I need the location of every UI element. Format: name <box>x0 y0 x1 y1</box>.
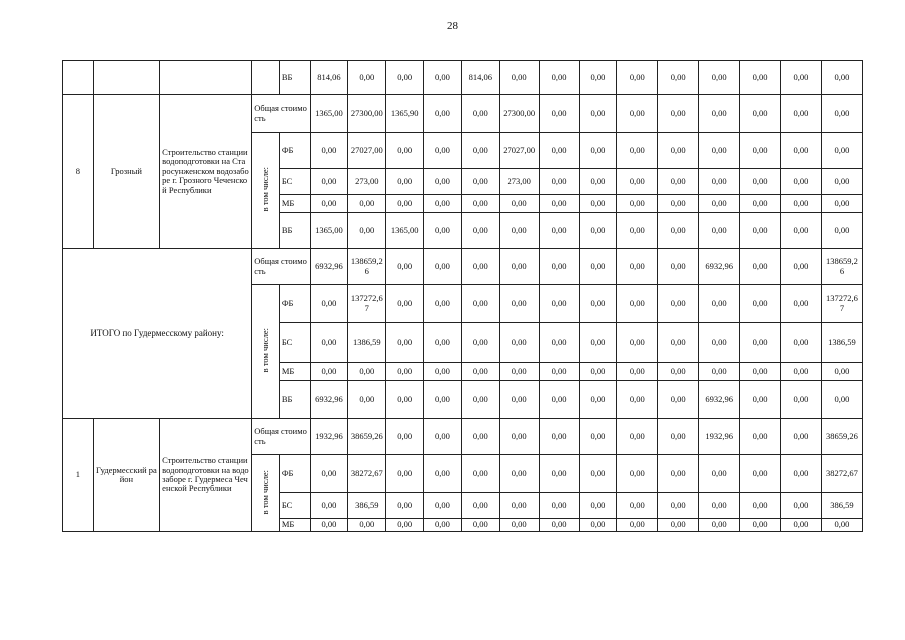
value-cell: 0,00 <box>617 213 658 249</box>
value-cell: 138659,26 <box>348 249 386 285</box>
value-cell: 0,00 <box>386 323 424 363</box>
value-cell: 0,00 <box>781 455 822 493</box>
value-cell: 0,00 <box>461 419 499 455</box>
value-cell: 0,00 <box>579 323 617 363</box>
funding-type-bs: БС <box>279 323 310 363</box>
value-cell: 0,00 <box>617 381 658 419</box>
value-cell: 0,00 <box>386 493 424 519</box>
value-cell: 27300,00 <box>348 95 386 133</box>
value-cell: 0,00 <box>539 95 579 133</box>
value-cell: 0,00 <box>499 419 539 455</box>
value-cell: 0,00 <box>579 95 617 133</box>
value-cell: 0,00 <box>461 285 499 323</box>
value-cell: 0,00 <box>348 195 386 213</box>
value-cell: 0,00 <box>310 195 348 213</box>
value-cell: 0,00 <box>699 363 740 381</box>
value-cell: 0,00 <box>461 519 499 532</box>
item-district: Грозный <box>93 95 159 249</box>
value-cell: 6932,96 <box>699 249 740 285</box>
value-cell: 0,00 <box>658 195 699 213</box>
value-cell: 0,00 <box>658 323 699 363</box>
value-cell: 0,00 <box>579 133 617 169</box>
value-cell: 0,00 <box>740 519 781 532</box>
table-row <box>63 249 863 285</box>
funding-type-bs: БС <box>279 493 310 519</box>
funding-type-fb: ФБ <box>279 285 310 323</box>
value-cell: 0,00 <box>781 323 822 363</box>
value-cell: 0,00 <box>617 493 658 519</box>
value-cell: 0,00 <box>579 61 617 95</box>
table-row <box>63 61 863 95</box>
value-cell: 0,00 <box>781 285 822 323</box>
value-cell: 0,00 <box>499 61 539 95</box>
funding-type-vb: ВБ <box>279 381 310 419</box>
value-cell: 0,00 <box>699 61 740 95</box>
value-cell: 0,00 <box>658 249 699 285</box>
value-cell: 0,00 <box>424 419 462 455</box>
value-cell: 137272,67 <box>348 285 386 323</box>
value-cell: 0,00 <box>579 285 617 323</box>
value-cell: 0,00 <box>348 213 386 249</box>
value-cell: 0,00 <box>699 455 740 493</box>
value-cell: 0,00 <box>424 285 462 323</box>
value-cell: 1365,00 <box>310 95 348 133</box>
value-cell: 0,00 <box>499 455 539 493</box>
value-cell: 273,00 <box>499 169 539 195</box>
value-cell: 0,00 <box>424 249 462 285</box>
table-row <box>63 419 863 455</box>
funding-type-mb: МБ <box>279 363 310 381</box>
value-cell: 0,00 <box>617 95 658 133</box>
value-cell: 0,00 <box>658 381 699 419</box>
value-cell: 0,00 <box>658 95 699 133</box>
value-cell: 0,00 <box>579 363 617 381</box>
value-cell: 0,00 <box>461 195 499 213</box>
table-row <box>63 95 863 133</box>
value-cell: 0,00 <box>386 455 424 493</box>
value-cell: 0,00 <box>821 381 862 419</box>
value-cell: 0,00 <box>386 169 424 195</box>
value-cell: 0,00 <box>310 169 348 195</box>
value-cell: 1932,96 <box>310 419 348 455</box>
value-cell: 0,00 <box>386 519 424 532</box>
value-cell: 0,00 <box>461 455 499 493</box>
value-cell: 38272,67 <box>348 455 386 493</box>
value-cell: 0,00 <box>781 493 822 519</box>
value-cell: 0,00 <box>424 363 462 381</box>
value-cell: 0,00 <box>461 133 499 169</box>
value-cell: 0,00 <box>386 381 424 419</box>
value-cell: 27027,00 <box>348 133 386 169</box>
value-cell: 6932,96 <box>699 381 740 419</box>
total-cost-label: Общая стоимость <box>252 249 310 285</box>
value-cell: 0,00 <box>539 381 579 419</box>
funding-type-mb: МБ <box>279 195 310 213</box>
value-cell: 0,00 <box>348 363 386 381</box>
value-cell: 0,00 <box>499 213 539 249</box>
value-cell: 0,00 <box>424 133 462 169</box>
value-cell: 0,00 <box>348 381 386 419</box>
value-cell: 38659,26 <box>348 419 386 455</box>
value-cell: 0,00 <box>539 285 579 323</box>
value-cell: 0,00 <box>499 493 539 519</box>
value-cell: 0,00 <box>386 285 424 323</box>
value-cell: 0,00 <box>617 285 658 323</box>
value-cell: 0,00 <box>539 519 579 532</box>
value-cell: 0,00 <box>499 519 539 532</box>
value-cell: 0,00 <box>617 519 658 532</box>
funding-type-vb: ВБ <box>279 213 310 249</box>
funding-type-vb: ВБ <box>279 61 310 95</box>
value-cell: 0,00 <box>699 323 740 363</box>
value-cell: 0,00 <box>539 61 579 95</box>
value-cell: 0,00 <box>386 133 424 169</box>
value-cell: 0,00 <box>386 61 424 95</box>
value-cell: 0,00 <box>740 323 781 363</box>
value-cell: 0,00 <box>617 169 658 195</box>
district-total-label: ИТОГО по Гудермесскому району: <box>63 249 252 419</box>
value-cell: 0,00 <box>386 195 424 213</box>
value-cell: 1365,90 <box>386 95 424 133</box>
value-cell: 0,00 <box>740 133 781 169</box>
value-cell: 0,00 <box>310 363 348 381</box>
including-label: в том числе: <box>252 285 280 419</box>
value-cell: 0,00 <box>617 61 658 95</box>
value-cell: 0,00 <box>539 133 579 169</box>
value-cell: 0,00 <box>740 493 781 519</box>
item-project: Строительство станции водоподготовки на водозаборе г. Гудермеса Чеченской Республики <box>160 419 252 532</box>
value-cell: 0,00 <box>699 213 740 249</box>
cell-number <box>63 61 94 95</box>
value-cell: 27300,00 <box>499 95 539 133</box>
value-cell: 0,00 <box>658 455 699 493</box>
value-cell: 0,00 <box>821 61 862 95</box>
value-cell: 0,00 <box>539 323 579 363</box>
value-cell: 0,00 <box>821 133 862 169</box>
value-cell: 0,00 <box>310 133 348 169</box>
value-cell: 0,00 <box>658 61 699 95</box>
value-cell: 0,00 <box>617 133 658 169</box>
value-cell: 0,00 <box>821 169 862 195</box>
value-cell: 138659,26 <box>821 249 862 285</box>
value-cell: 0,00 <box>579 169 617 195</box>
page-number: 28 <box>447 20 458 32</box>
value-cell: 0,00 <box>310 519 348 532</box>
item-district: Гудермесский район <box>93 419 159 532</box>
value-cell: 6932,96 <box>310 381 348 419</box>
value-cell: 1386,59 <box>821 323 862 363</box>
value-cell: 814,06 <box>310 61 348 95</box>
value-cell: 0,00 <box>781 381 822 419</box>
value-cell: 0,00 <box>499 195 539 213</box>
value-cell: 0,00 <box>499 323 539 363</box>
value-cell: 0,00 <box>821 213 862 249</box>
value-cell: 0,00 <box>821 363 862 381</box>
value-cell: 0,00 <box>740 381 781 419</box>
value-cell: 0,00 <box>699 195 740 213</box>
value-cell: 0,00 <box>499 381 539 419</box>
cell-project <box>160 61 252 95</box>
value-cell: 0,00 <box>821 95 862 133</box>
value-cell: 38659,26 <box>821 419 862 455</box>
budget-table <box>62 60 863 532</box>
value-cell: 0,00 <box>781 519 822 532</box>
total-cost-label: Общая стоимость <box>252 95 310 133</box>
value-cell: 0,00 <box>699 285 740 323</box>
value-cell: 0,00 <box>461 323 499 363</box>
value-cell: 0,00 <box>781 195 822 213</box>
value-cell: 0,00 <box>424 455 462 493</box>
value-cell: 273,00 <box>348 169 386 195</box>
value-cell: 0,00 <box>539 169 579 195</box>
value-cell: 0,00 <box>740 95 781 133</box>
value-cell: 0,00 <box>781 133 822 169</box>
item-number: 8 <box>63 95 94 249</box>
value-cell: 0,00 <box>424 381 462 419</box>
value-cell: 1386,59 <box>348 323 386 363</box>
item-project: Строительство станции водоподготовки на Старосунженском водозаборе г. Грозного Чеченской Республики <box>160 95 252 249</box>
value-cell: 0,00 <box>424 169 462 195</box>
value-cell: 0,00 <box>699 519 740 532</box>
value-cell: 0,00 <box>740 455 781 493</box>
value-cell: 0,00 <box>781 419 822 455</box>
value-cell: 0,00 <box>781 61 822 95</box>
funding-type-mb: МБ <box>279 519 310 532</box>
value-cell: 1932,96 <box>699 419 740 455</box>
value-cell: 0,00 <box>579 519 617 532</box>
value-cell: 0,00 <box>658 169 699 195</box>
value-cell: 0,00 <box>461 249 499 285</box>
value-cell: 0,00 <box>658 213 699 249</box>
value-cell: 0,00 <box>658 419 699 455</box>
value-cell: 0,00 <box>579 195 617 213</box>
value-cell: 0,00 <box>781 169 822 195</box>
value-cell: 0,00 <box>699 493 740 519</box>
value-cell: 0,00 <box>499 285 539 323</box>
cell-blank <box>252 61 280 95</box>
value-cell: 0,00 <box>461 493 499 519</box>
funding-type-fb: ФБ <box>279 133 310 169</box>
value-cell: 0,00 <box>386 419 424 455</box>
value-cell: 0,00 <box>579 213 617 249</box>
value-cell: 0,00 <box>461 213 499 249</box>
total-cost-label: Общая стоимость <box>252 419 310 455</box>
value-cell: 0,00 <box>424 195 462 213</box>
value-cell: 814,06 <box>461 61 499 95</box>
value-cell: 0,00 <box>740 195 781 213</box>
table-body <box>63 61 863 532</box>
value-cell: 0,00 <box>579 381 617 419</box>
value-cell: 0,00 <box>658 363 699 381</box>
value-cell: 0,00 <box>539 419 579 455</box>
value-cell: 0,00 <box>617 419 658 455</box>
including-label: в том числе: <box>252 455 280 532</box>
value-cell: 0,00 <box>740 285 781 323</box>
value-cell: 0,00 <box>658 493 699 519</box>
value-cell: 0,00 <box>740 213 781 249</box>
value-cell: 0,00 <box>658 133 699 169</box>
value-cell: 0,00 <box>499 363 539 381</box>
value-cell: 137272,67 <box>821 285 862 323</box>
item-number: 1 <box>63 419 94 532</box>
value-cell: 0,00 <box>348 61 386 95</box>
value-cell: 0,00 <box>740 169 781 195</box>
value-cell: 0,00 <box>424 95 462 133</box>
value-cell: 27027,00 <box>499 133 539 169</box>
value-cell: 0,00 <box>740 249 781 285</box>
value-cell: 386,59 <box>821 493 862 519</box>
value-cell: 0,00 <box>424 323 462 363</box>
value-cell: 0,00 <box>310 323 348 363</box>
value-cell: 0,00 <box>461 169 499 195</box>
value-cell: 0,00 <box>539 455 579 493</box>
value-cell: 0,00 <box>424 493 462 519</box>
value-cell: 0,00 <box>310 493 348 519</box>
value-cell: 0,00 <box>539 213 579 249</box>
funding-type-fb: ФБ <box>279 455 310 493</box>
value-cell: 0,00 <box>461 381 499 419</box>
value-cell: 0,00 <box>617 249 658 285</box>
value-cell: 0,00 <box>781 213 822 249</box>
value-cell: 0,00 <box>781 95 822 133</box>
value-cell: 386,59 <box>348 493 386 519</box>
value-cell: 0,00 <box>499 249 539 285</box>
value-cell: 0,00 <box>740 419 781 455</box>
value-cell: 0,00 <box>461 95 499 133</box>
value-cell: 0,00 <box>740 61 781 95</box>
value-cell: 0,00 <box>699 95 740 133</box>
including-label: в том числе: <box>252 133 280 249</box>
value-cell: 0,00 <box>617 195 658 213</box>
value-cell: 0,00 <box>821 519 862 532</box>
value-cell: 38272,67 <box>821 455 862 493</box>
value-cell: 0,00 <box>821 195 862 213</box>
value-cell: 0,00 <box>539 249 579 285</box>
value-cell: 0,00 <box>617 363 658 381</box>
value-cell: 0,00 <box>424 213 462 249</box>
cell-district <box>93 61 159 95</box>
value-cell: 0,00 <box>658 519 699 532</box>
value-cell: 0,00 <box>386 249 424 285</box>
value-cell: 0,00 <box>310 455 348 493</box>
value-cell: 6932,96 <box>310 249 348 285</box>
value-cell: 0,00 <box>386 363 424 381</box>
value-cell: 0,00 <box>539 363 579 381</box>
value-cell: 0,00 <box>348 519 386 532</box>
value-cell: 0,00 <box>539 493 579 519</box>
value-cell: 0,00 <box>579 493 617 519</box>
value-cell: 0,00 <box>617 323 658 363</box>
funding-type-bs: БС <box>279 169 310 195</box>
value-cell: 0,00 <box>740 363 781 381</box>
value-cell: 0,00 <box>617 455 658 493</box>
value-cell: 0,00 <box>658 285 699 323</box>
value-cell: 1365,00 <box>386 213 424 249</box>
value-cell: 0,00 <box>781 249 822 285</box>
value-cell: 0,00 <box>539 195 579 213</box>
value-cell: 0,00 <box>461 363 499 381</box>
value-cell: 1365,00 <box>310 213 348 249</box>
value-cell: 0,00 <box>699 169 740 195</box>
value-cell: 0,00 <box>424 61 462 95</box>
value-cell: 0,00 <box>781 363 822 381</box>
value-cell: 0,00 <box>310 285 348 323</box>
value-cell: 0,00 <box>579 419 617 455</box>
value-cell: 0,00 <box>424 519 462 532</box>
value-cell: 0,00 <box>579 249 617 285</box>
value-cell: 0,00 <box>699 133 740 169</box>
value-cell: 0,00 <box>579 455 617 493</box>
